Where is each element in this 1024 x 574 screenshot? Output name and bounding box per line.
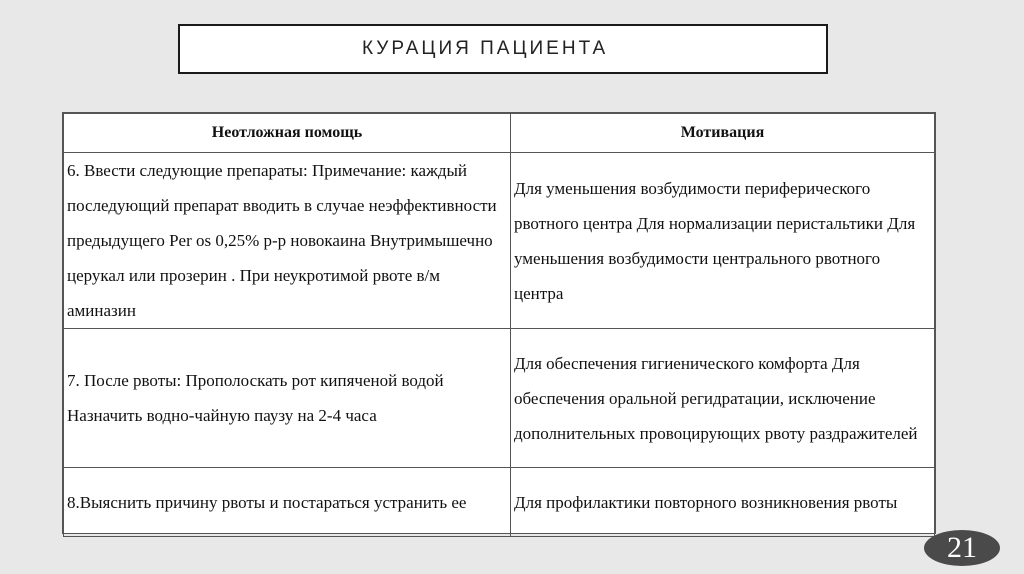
- table-row: [64, 468, 935, 537]
- table-row: [64, 153, 935, 329]
- row-action-cell: 8.Выяснить причину рвоты и постараться устранить ее: [64, 468, 511, 537]
- slide-title: КУРАЦИЯ ПАЦИЕНТА: [362, 38, 609, 59]
- row-motivation-cell: Для обеспечения гигиенического комфорта Для обеспечения оральной регидратации, исключение дополнительных провоцирующих рвоту раздражителей: [511, 329, 935, 468]
- table-row: [64, 329, 935, 468]
- table-header-row: [64, 114, 935, 153]
- page-number-badge: 21: [924, 530, 1000, 566]
- row-action-cell: 6. Ввести следующие препараты: Примечание: каждый последующий препарат вводить в случае неэффективности предыдущего Per os 0,25% р-р новокаина Внутримышечно церукал или прозерин . При неукротимой рвоте в/м аминазин: [64, 153, 511, 329]
- title-box: [178, 24, 828, 74]
- row-action-cell: 7. После рвоты: Прополоскать рот кипяченой водой Назначить водно-чайную паузу на 2-4 часа: [64, 329, 511, 468]
- header-motivation: Мотивация: [511, 114, 935, 153]
- row-motivation-cell: Для профилактики повторного возникновения рвоты: [511, 468, 935, 537]
- row-motivation-cell: Для уменьшения возбудимости периферического рвотного центра Для нормализации перистальтики Для уменьшения возбудимости центрального рвотного центра: [511, 153, 935, 329]
- header-emergency-care: Неотложная помощь: [64, 114, 511, 153]
- care-table-grid: [63, 113, 935, 537]
- care-table: [62, 112, 936, 534]
